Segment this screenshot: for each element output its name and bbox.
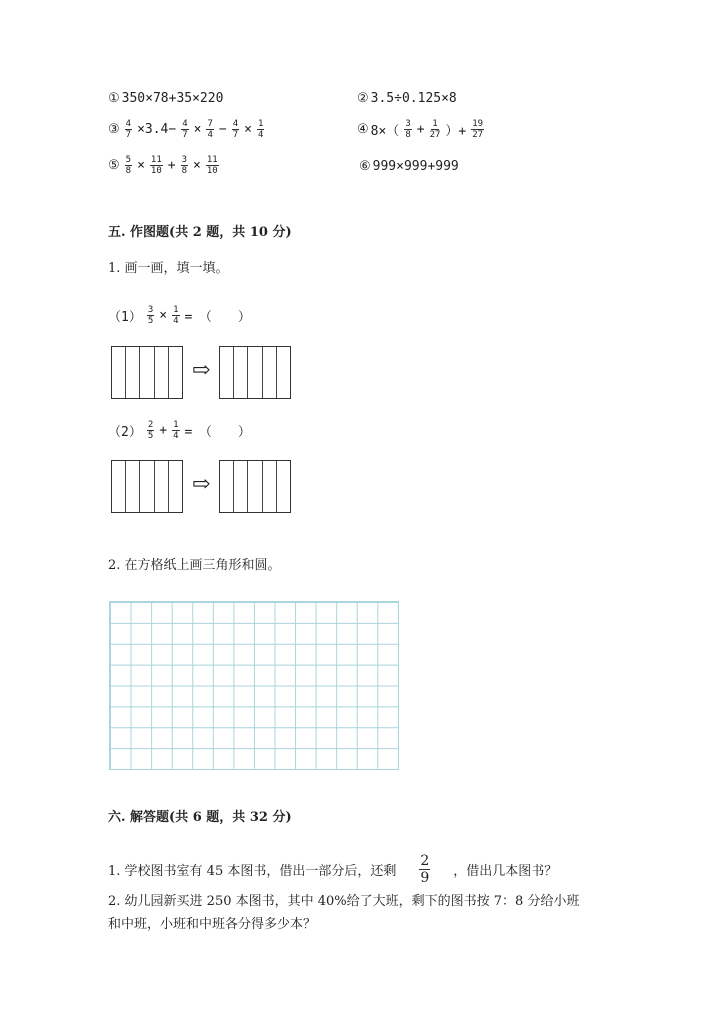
fraction-box-1b[interactable] [219, 346, 291, 399]
expression-text: × [244, 122, 252, 137]
subquestion-2 [108, 420, 251, 441]
subquestion-1 [108, 305, 251, 326]
fraction: $\frac{5}{8}$ [125, 155, 132, 176]
expression-text: + [159, 423, 168, 438]
expression-text: 999×999+999 [372, 159, 459, 174]
exercise-label: ④ [357, 122, 369, 137]
expression-text: − [218, 122, 227, 137]
exercise-label: ② [357, 91, 369, 106]
arrow-icon: ⇨ [192, 472, 211, 497]
expression-text: ）+ [445, 124, 467, 139]
expression-text: × [137, 158, 145, 173]
fraction: $\frac{1}{4}$ [173, 305, 179, 326]
fraction: $\frac{4}{7}$ [125, 119, 132, 140]
expression-text: = （ ） [184, 310, 251, 325]
section-5-title: 五. 作图题(共 2 题，共 10 分) [108, 225, 292, 240]
section-6-title: 六. 解答题(共 6 题，共 32 分) [108, 810, 292, 825]
fraction: $\frac{1}{4}$ [173, 420, 179, 441]
fraction: $\frac{11}{10}$ [206, 155, 218, 176]
fraction-box-2b[interactable] [219, 460, 291, 513]
fraction: 2 5 [147, 420, 154, 441]
exercise-3 [108, 119, 267, 140]
arrow-icon: ⇨ [192, 358, 211, 383]
fraction: $\frac{7}{4}$ [207, 119, 213, 140]
exercise-label: （1） [108, 310, 142, 325]
fraction-2-9 [416, 853, 433, 886]
grid-paper[interactable] [109, 601, 399, 770]
fraction: $\frac{4}{7}$ [232, 119, 239, 140]
fraction: $\frac{1}{27}$ [429, 119, 441, 140]
expression-text: 8×（ [370, 124, 400, 139]
fraction: $\frac{3}{5}$ [147, 305, 154, 326]
expression-text: × [159, 308, 168, 323]
exercise-label: ① [108, 91, 120, 106]
expression-text: ×3.4− [137, 122, 177, 137]
question-5-1: 1. 画一画，填一填。 [108, 261, 229, 276]
question-6-2-line2: 和中班，小班和中班各分得多少本？ [108, 917, 317, 932]
expression-text: + [167, 158, 176, 173]
expression-text: = （ ） [184, 425, 251, 440]
exercise-label: （2） [108, 425, 142, 440]
question-6-1-tail: ，借出几本图书？ [453, 864, 558, 879]
exercise-label: ⑥ [359, 159, 371, 174]
expression-text: 3.5÷0.125×8 [370, 91, 457, 106]
fraction: $\frac{19}{27}$ [472, 119, 484, 140]
expression-text: × [193, 122, 202, 137]
exercise-4 [357, 119, 487, 140]
exercise-label: ③ [108, 122, 120, 137]
fraction: $\frac{1}{4}$ [257, 119, 264, 140]
exercise-1 [108, 91, 223, 106]
fraction: $\frac{11}{10}$ [150, 155, 162, 176]
expression-text: + [416, 122, 425, 137]
question-5-2: 2. 在方格纸上画三角形和圆。 [108, 558, 281, 573]
fraction: $\frac{3}{8}$ [181, 155, 187, 176]
question-6-1 [108, 853, 557, 886]
question-6-2-line1: 2. 幼儿园新买进 250 本图书，其中 40%给了大班，剩下的图书按 7：8 分给小班 [108, 894, 580, 909]
expression-text: × [193, 158, 201, 173]
fraction-box-1a [111, 346, 183, 399]
fraction-box-2a [111, 460, 183, 513]
question-6-1-text: 1. 学校图书室有 45 本图书，借出一部分后，还剩 [108, 864, 397, 879]
exercise-label: ⑤ [108, 158, 120, 173]
exercise-6 [359, 159, 459, 174]
denominator: 9 [420, 870, 430, 886]
numerator: 2 [420, 853, 430, 869]
exercise-2 [357, 91, 457, 106]
fraction: 3 8 [405, 119, 411, 140]
fraction: $\frac{4}{7}$ [182, 119, 188, 140]
exercise-5 [108, 155, 222, 176]
expression-text: 350×78+35×220 [121, 91, 224, 106]
